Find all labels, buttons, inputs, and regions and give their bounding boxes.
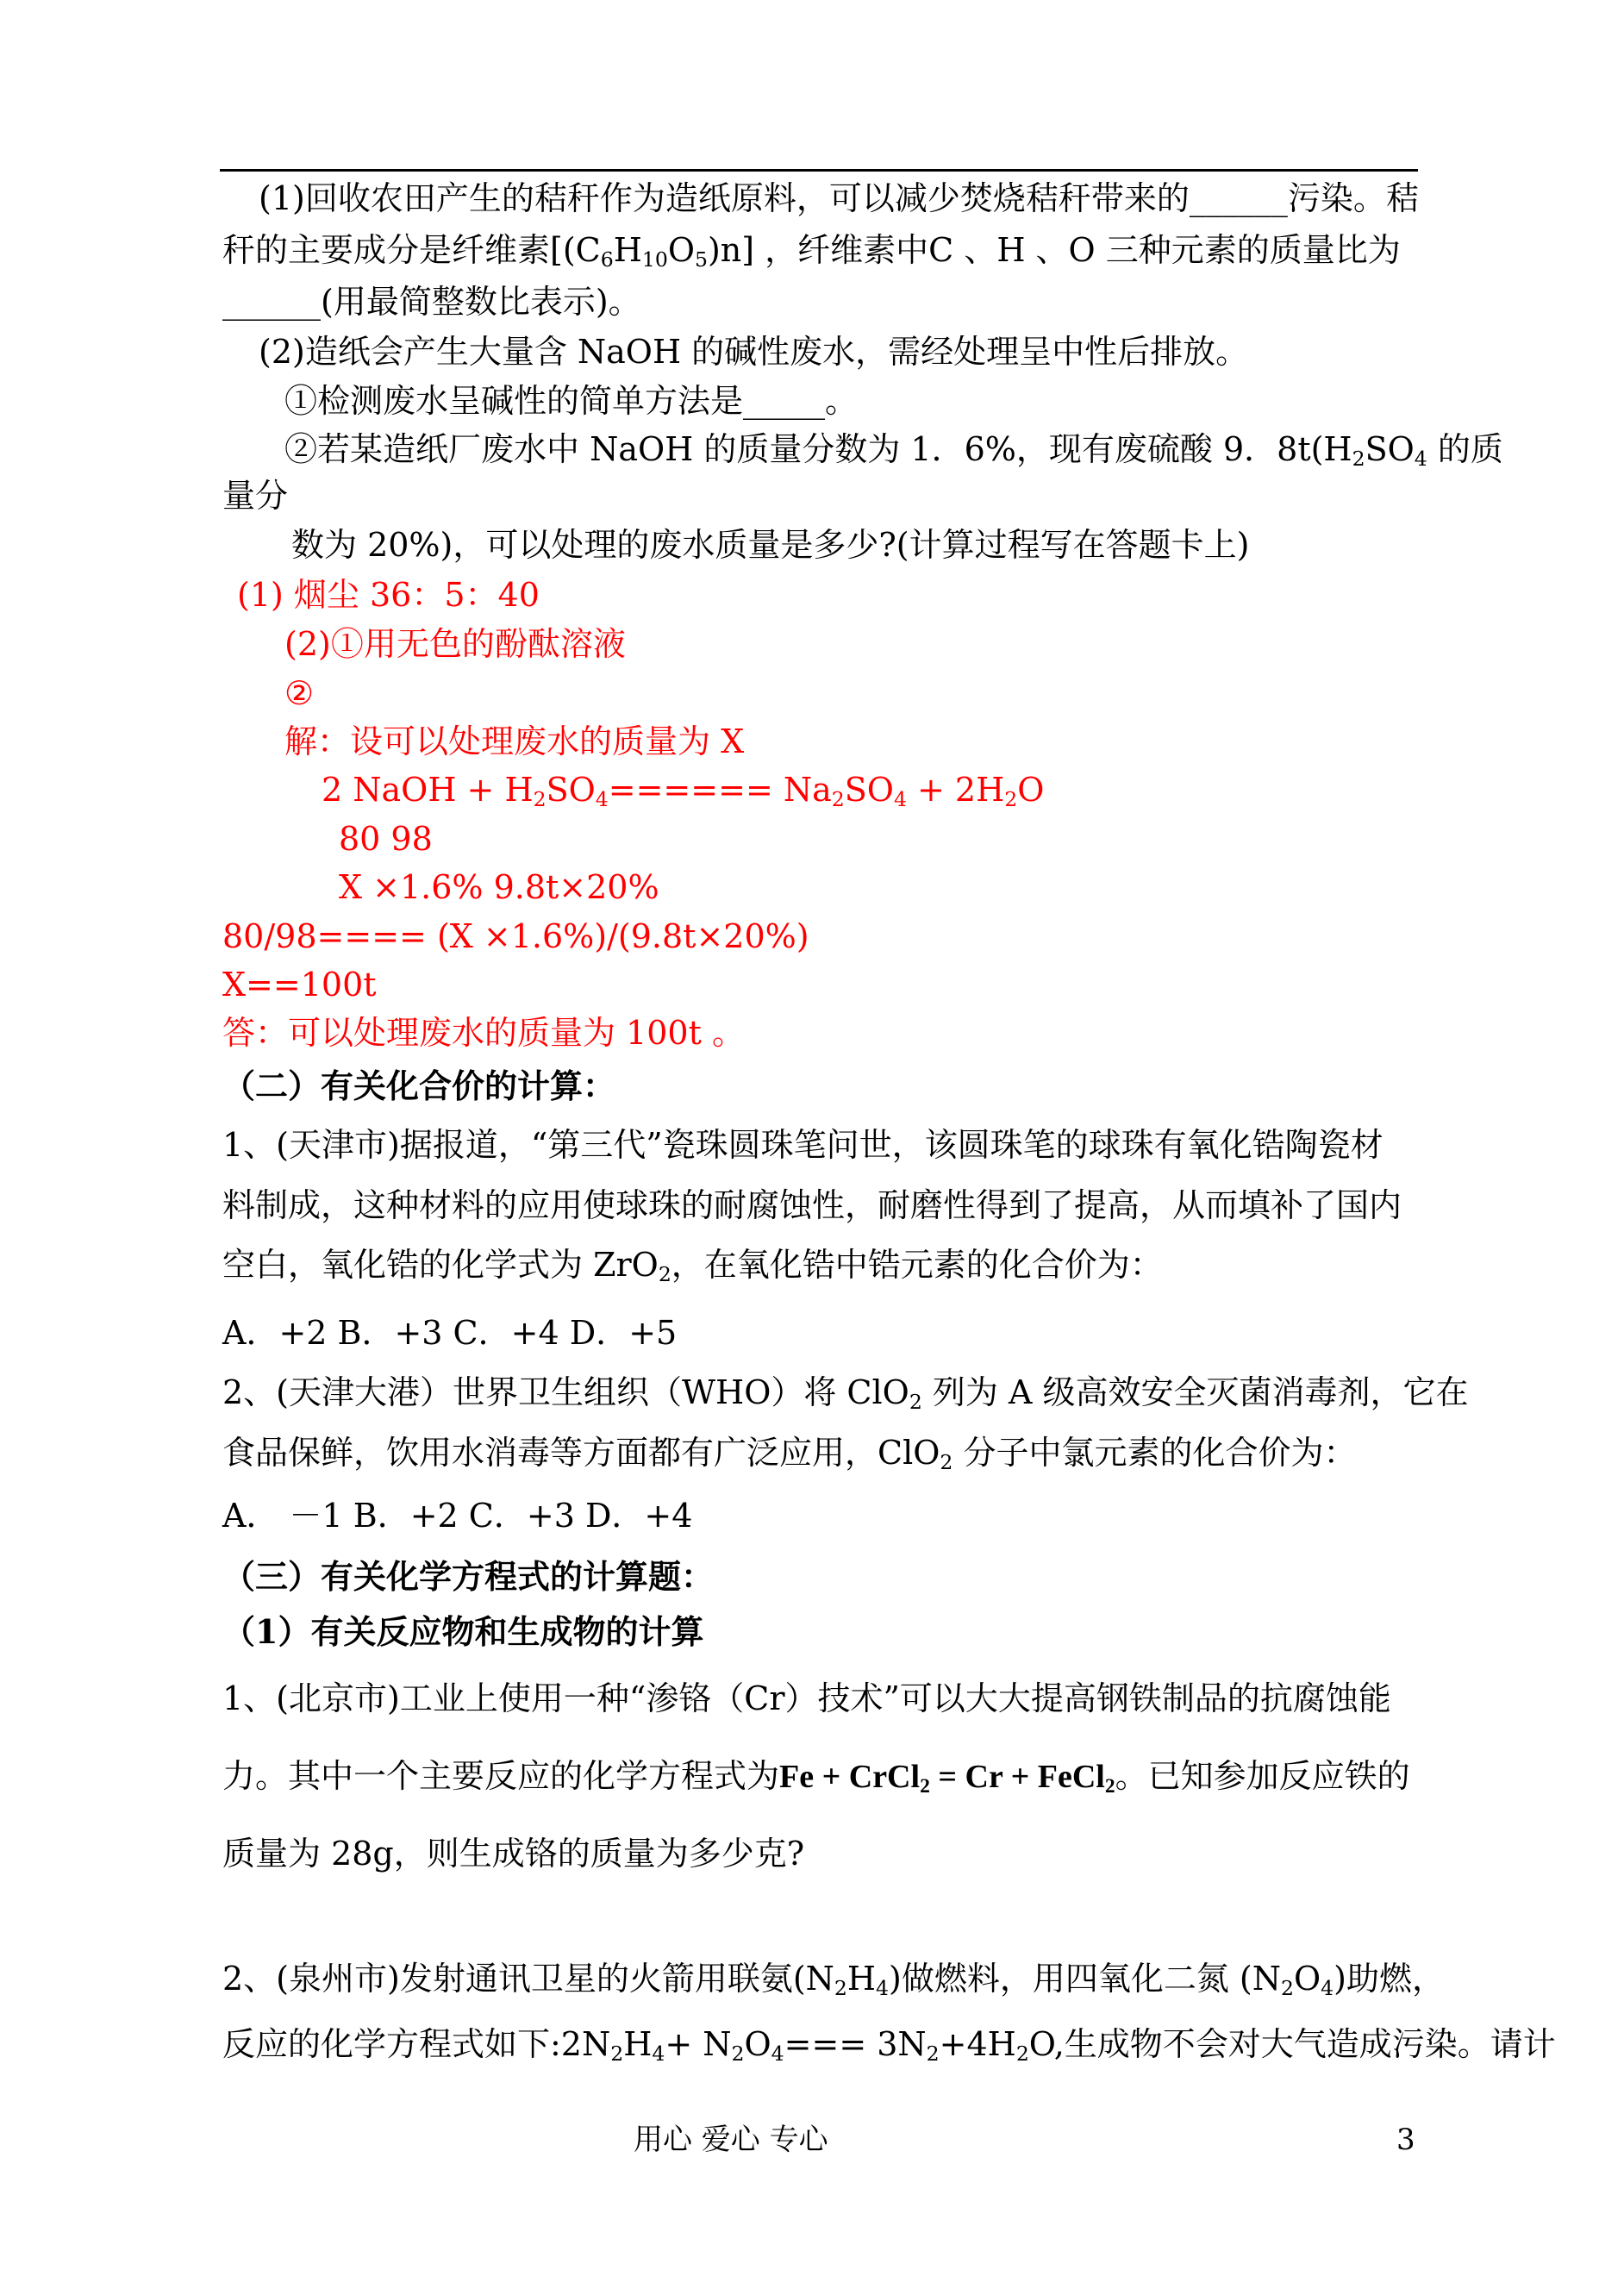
s2-q1-line-3: 空白，氧化锆的化学式为 ZrO$_2$，在氧化锆中锆元素的化合价为：: [222, 1246, 1163, 1286]
q-line-6: ②若某造纸厂废水中 NaOH 的质量分数为 1．6%，现有废硫酸 9．$8t(H_2SO_4$ 的质: [284, 430, 1503, 471]
s2-q2-options: A． －1 B．+2 C．+3 D．+4: [222, 1497, 693, 1535]
answer-equation: 2 NaOH + $H_2SO_4====== Na_2SO_4 + 2H_2O$: [322, 771, 1045, 811]
s3-q1-line-3: 质量为 28g，则生成铬的质量为多少克?: [222, 1835, 805, 1873]
s3-q1-line-2: 力。其中一个主要反应的化学方程式为Fe + CrCl$_2$ = Cr + FeCl$_2$。已知参加反应铁的: [222, 1757, 1410, 1798]
answer-line-3: ②: [284, 674, 315, 712]
s2-q1-line-1: 1、(天津市)据报道，“第三代”瓷珠圆珠笔问世，该圆珠笔的球珠有氧化锆陶瓷材: [222, 1126, 1384, 1164]
q-line-4: (2)造纸会产生大量含 NaOH 的碱性废水，需经处理呈中性后排放。: [259, 333, 1249, 371]
s3-q1-line-1: 1、(北京市)工业上使用一种“渗铬（Cr）技术”可以大大提高钢铁制品的抗腐蚀能: [222, 1679, 1391, 1717]
answer-line-conclusion: 答：可以处理废水的质量为 100t 。: [222, 1014, 745, 1052]
s2-q2-line-2: 食品保鲜，饮用水消毒等方面都有广泛应用，ClO$_2$ 分子中氯元素的化合价为：: [222, 1434, 1357, 1474]
iron-chromium-equation: Fe + CrCl$_2$ = Cr + FeCl$_2$: [779, 1759, 1115, 1798]
s2-q1-options: A．+2 B．+3 C．+4 D．+5: [222, 1314, 678, 1352]
answer-line-4: 解：设可以处理废水的质量为 X: [284, 722, 745, 760]
answer-line-result: X==100t: [222, 966, 377, 1004]
q-line-7: 量分: [222, 477, 289, 515]
footer-motto: 用心 爱心 专心: [634, 2123, 828, 2157]
answer-line-mass: X ×1.6% 9.8t×20%: [339, 868, 659, 906]
s3-q2-line-1: 2、(泉州市)发射通讯卫星的火箭用联氨$(N_2H_4)$做燃料，用四氧化二氮 $(N_2O_4)$助燃，: [222, 1960, 1445, 2000]
q-line-2: 秆的主要成分是纤维素$[(C_6H_{10}O_5)n]$ ，纤维素中C 、H 、O 三种元素的质量比为: [222, 231, 1401, 272]
q-line-8: 数为 20%)，可以处理的废水质量是多少?(计算过程写在答题卡上): [291, 526, 1250, 564]
answer-line-ratio: 80/98==== (X ×1.6%)/(9.8t×20%): [222, 917, 809, 955]
q-line-5: ①检测废水呈碱性的简单方法是_____。: [284, 382, 859, 420]
header-rule: [220, 169, 1418, 172]
section3-subheading: （1）有关反应物和生成物的计算: [222, 1612, 704, 1651]
section2-heading: （二）有关化合价的计算：: [222, 1066, 616, 1105]
answer-line-2: (2)①用无色的酚酞溶液: [284, 625, 626, 663]
answer-line-molar: 80 98: [339, 820, 433, 858]
page-number: 3: [1396, 2123, 1415, 2157]
q-line-1: (1)回收农田产生的秸秆作为造纸原料，可以减少焚烧秸秆带来的______污染。秸: [259, 179, 1419, 217]
s3-q2-line-2: 反应的化学方程式如下$:2N_2H_4+ N_2O_4=== 3N_2+4H_2O$,生成物不会对大气造成污染。请计: [222, 2025, 1556, 2066]
s2-q1-line-2: 料制成，这种材料的应用使球珠的耐腐蚀性，耐磨性得到了提高，从而填补了国内: [222, 1186, 1402, 1224]
answer-line-1: (1) 烟尘 36：5：40: [237, 576, 540, 614]
section3-heading: （三）有关化学方程式的计算题：: [222, 1557, 715, 1596]
q-line-3: ______(用最简整数比表示)。: [222, 283, 641, 321]
s2-q2-line-1: 2、(天津大港）世界卫生组织（WHO）将 ClO$_2$ 列为 A 级高效安全灭菌消毒剂，它在: [222, 1373, 1469, 1414]
